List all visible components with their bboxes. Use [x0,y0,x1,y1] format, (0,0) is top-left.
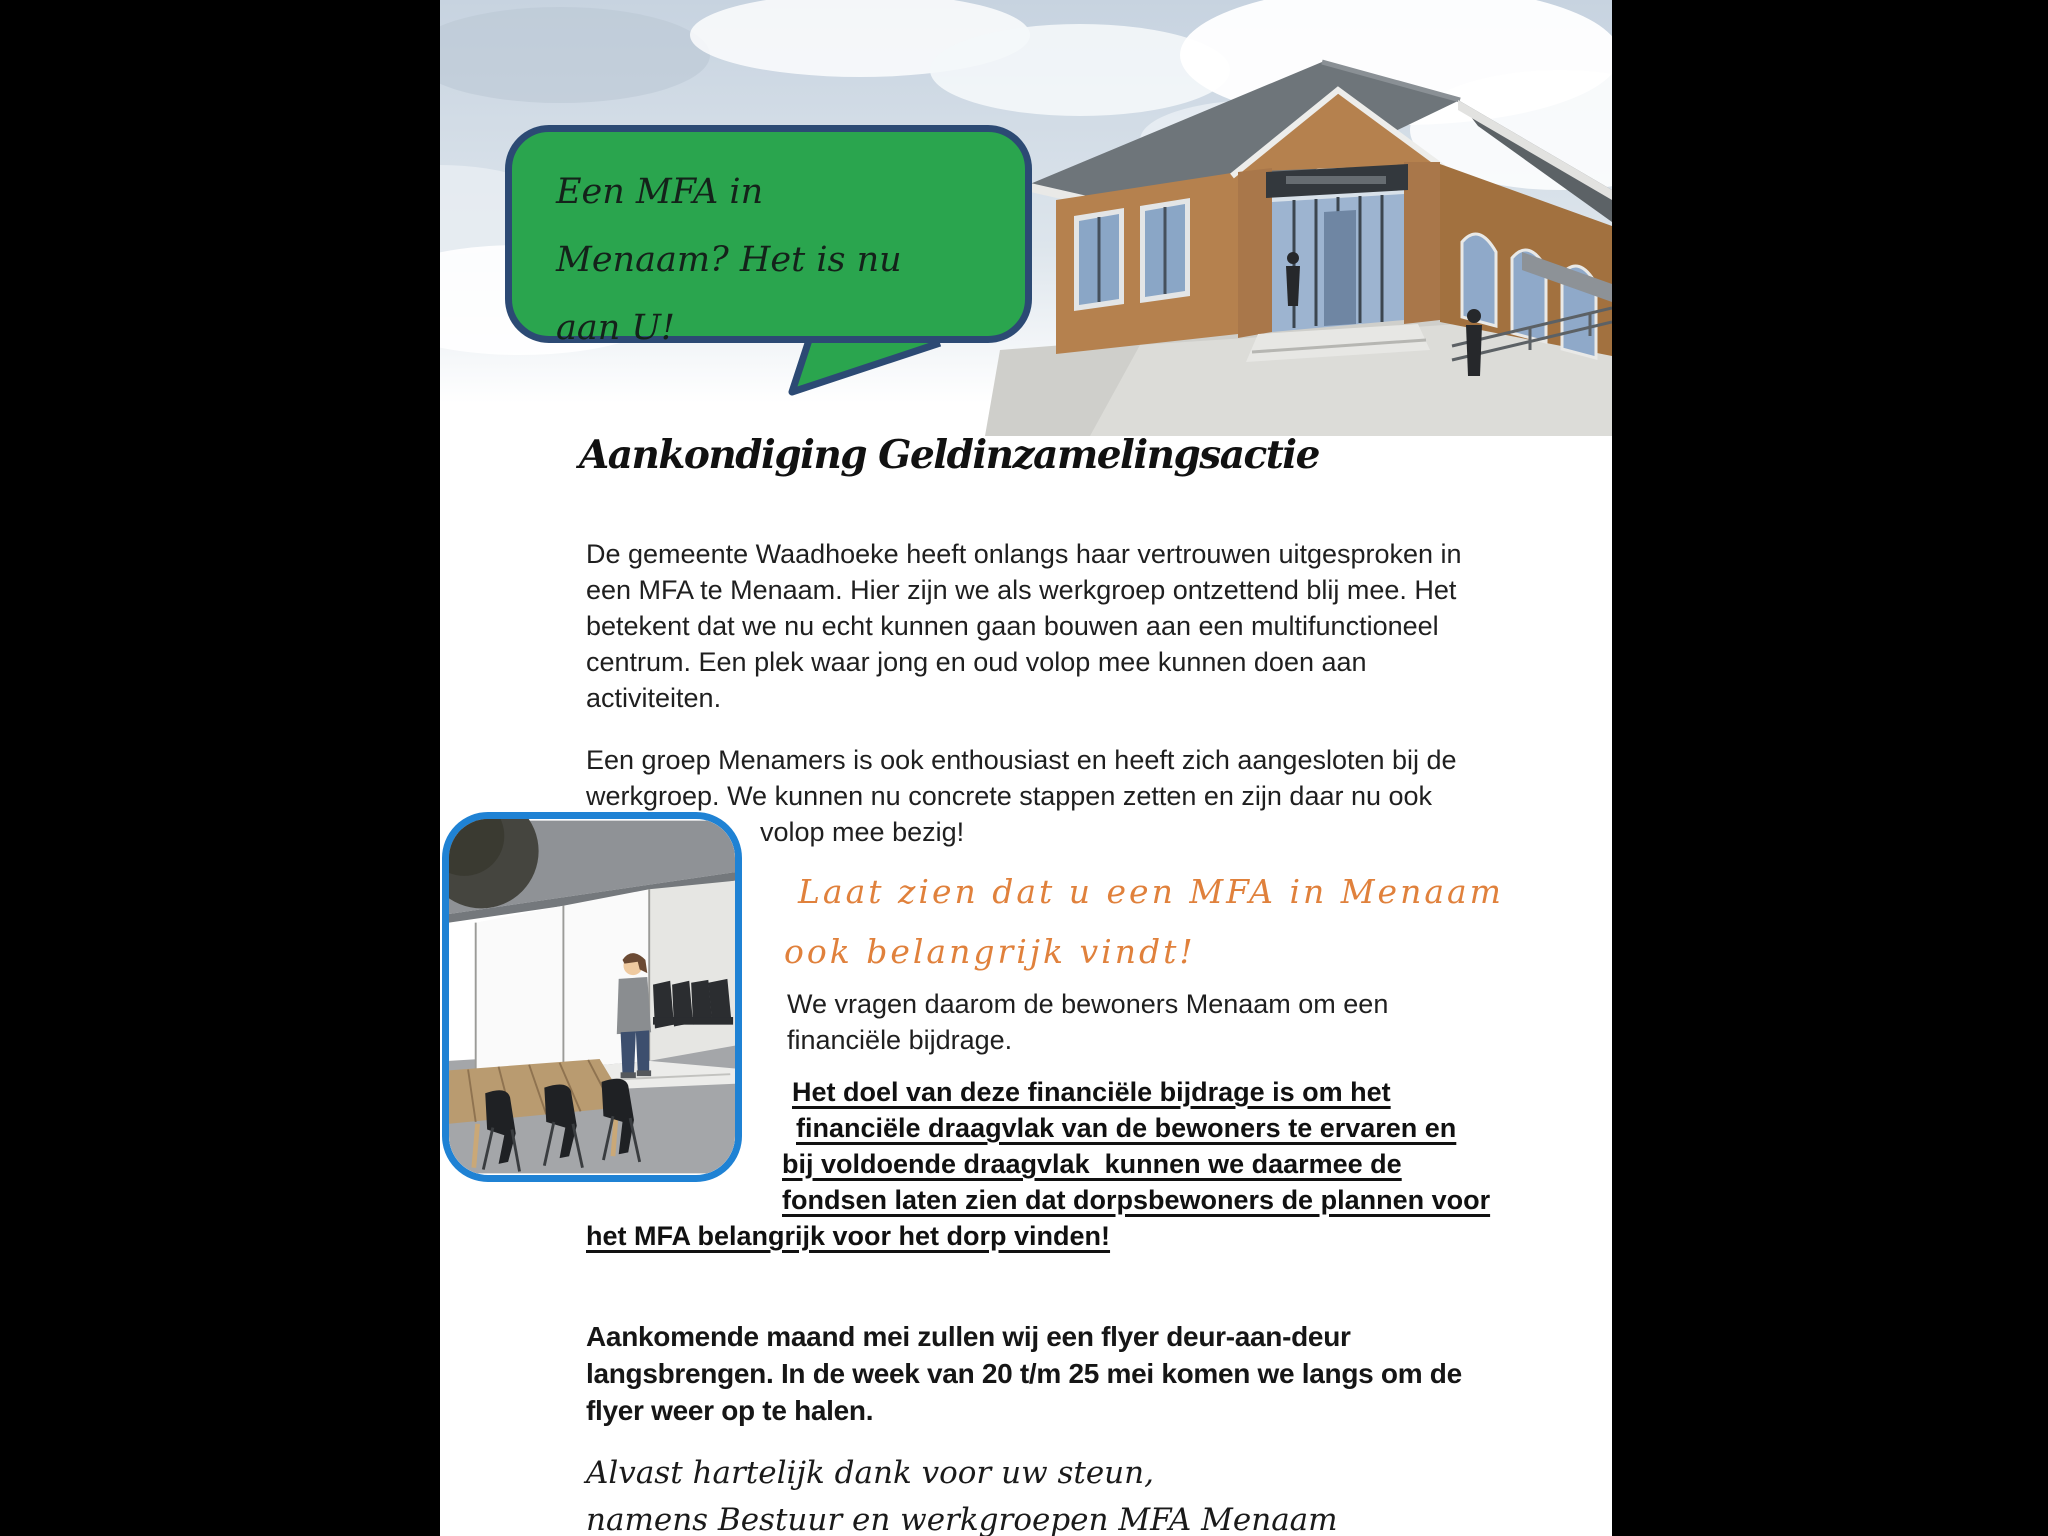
speech-bubble-line: Een MFA in [556,172,764,212]
speech-bubble-line: Menaam? Het is nu [556,240,902,280]
goal-line: fondsen laten zien dat dorpsbewoners de plannen voor [782,1185,1491,1215]
stacked-chairs [653,979,733,1029]
flyer-notice [586,1318,1462,1429]
werkgroep-line: volop mee bezig! [760,817,965,847]
ask-line: financiële bijdrage. [787,1025,1013,1055]
intro-line: een MFA te Menaam. Hier zijn we als werkgroep ontzettend blij mee. Het [586,575,1457,605]
werkgroep-line: Een groep Menamers is ook enthousiast en heeft zich aangesloten bij de [586,745,1457,775]
closing-signature [586,1450,1338,1536]
flyer-line: langsbrengen. In de week van 20 t/m 25 mei komen we langs om de [586,1358,1462,1389]
orange-callout-line: ook belangrijk vindt! [784,932,1196,971]
closing-line: Alvast hartelijk dank voor uw steun, [586,1455,1154,1491]
speech-bubble-line: aan U! [556,308,675,348]
intro-line: betekent dat we nu echt kunnen gaan bouwen aan een multifunctioneel [586,611,1439,641]
intro-paragraph [586,536,1462,716]
flyer-page [440,0,1612,1536]
page-title: Aankondiging Geldinzamelingsactie [579,432,1319,478]
person-figure-entrance [1286,252,1300,306]
goal-line: financiële draagvlak van de bewoners te ervaren en [796,1113,1457,1143]
goal-line: Het doel van deze financiële bijdrage is om het [792,1077,1391,1107]
orange-callout-line: Laat zien dat u een MFA in Menaam [798,872,1504,911]
interior-illustration [449,819,735,1175]
intro-line: centrum. Een plek waar jong en oud volop mee kunnen doen aan [586,647,1367,677]
flyer-line: Aankomende maand mei zullen wij een flyer deur-aan-deur [586,1321,1351,1352]
goal-line: het MFA belangrijk voor het dorp vinden! [586,1221,1111,1251]
ask-paragraph [787,986,1388,1058]
closing-line: namens Bestuur en werkgroepen MFA Menaam [586,1502,1338,1536]
intro-line: activiteiten. [586,683,722,713]
ask-line: We vragen daarom de bewoners Menaam om een [787,989,1389,1019]
werkgroep-line: werkgroep. We kunnen nu concrete stappen zetten en zijn daar nu ook [586,781,1433,811]
person-figure-front [1466,309,1482,376]
speech-bubble [505,125,1032,348]
flyer-line: flyer weer op te halen. [586,1395,874,1426]
intro-line: De gemeente Waadhoeke heeft onlangs haar vertrouwen uitgesproken in [586,539,1462,569]
goal-line: bij voldoende draagvlak kunnen we daarmee de [782,1149,1402,1179]
interior-rendering [442,812,742,1182]
